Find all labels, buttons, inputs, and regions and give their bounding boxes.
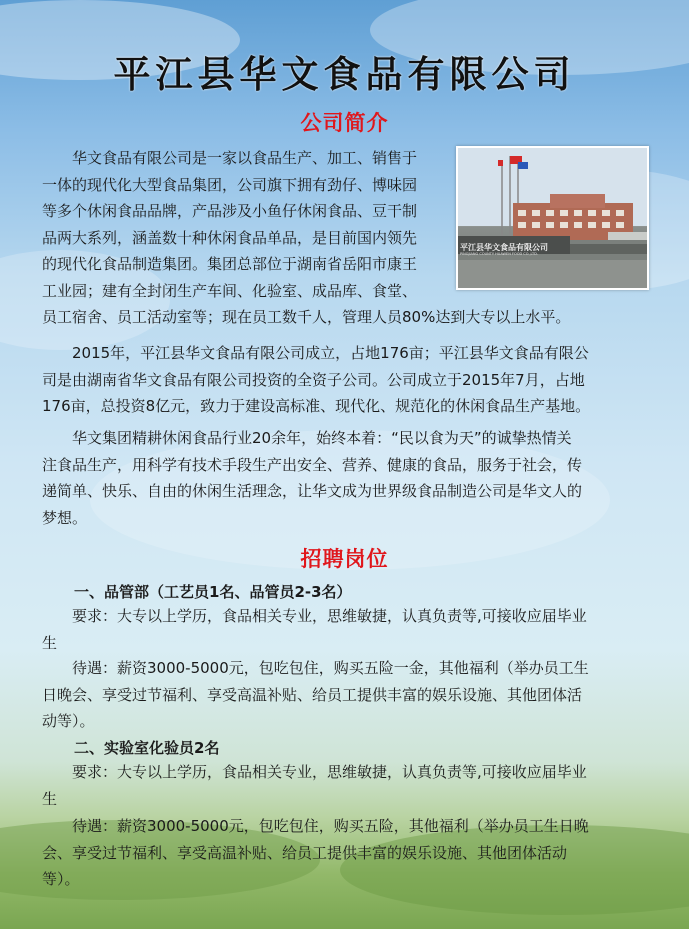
text-line: 日晚会、享受过节福利、享受高温补贴、给员工提供丰富的娱乐设施、其他团体活 — [42, 685, 583, 704]
photo-gate-sign-sub: PINGJIANG COUNTY HUAWEN FOOD CO.,LTD. — [460, 252, 538, 256]
text-line: 会、享受过节福利、享受高温补贴、给员工提供丰富的娱乐设施、其他团体活动 — [42, 843, 568, 862]
text-line: 品两大系列，涵盖数十种休闲食品单品，是目前国内领先 — [42, 228, 418, 247]
text-line: 生 — [42, 789, 58, 808]
photo-gate-sign: 平江县华文食品有限公司 — [460, 242, 548, 252]
intro-paragraph-2 — [42, 340, 590, 420]
text-line: 等多个休闲食品品牌，产品涉及小鱼仔休闲食品、豆干制 — [42, 202, 418, 220]
job-lab-requirement — [42, 759, 587, 812]
text-line: 递简单、快乐、自由的休闲生活理念，让华文成为世界级食品制造公司是华文人的 — [42, 482, 583, 500]
text-line: 华文集团精耕休闲食品行业20余年，始终本着：“民以食为天”的诚挚热情关 — [72, 429, 572, 447]
intro-paragraph-3 — [42, 425, 582, 531]
text-line: 司是由湖南省华文食品有限公司投资的全资子公司。公司成立于2015年7月，占地 — [42, 370, 585, 389]
text-line: 一体的现代化大型食品集团，公司旗下拥有劲仔、博味园 — [42, 175, 418, 194]
text-line: 等）。 — [42, 870, 80, 888]
text-line: 华文食品有限公司是一家以食品生产、加工、销售于 — [72, 149, 418, 167]
text-line: 注食品生产，用科学有技术手段生产出安全、营养、健康的食品，服务于社会，传 — [42, 455, 583, 474]
text-line: 的现代化食品制造集团。集团总部位于湖南省岳阳市康王 — [42, 255, 418, 273]
text-line: 待遇：薪资3000-5000元，包吃包住，购买五险一金，其他福利（举办员工生 — [72, 659, 589, 677]
job-title-lab: 二、实验室化验员2名 — [74, 739, 220, 757]
job-quality-benefits — [42, 655, 589, 735]
recruit-heading: 招聘岗位 — [300, 547, 389, 571]
text-line: 176亩，总投资8亿元，致力于建设高标准、现代化、规范化的休闲食品生产基地。 — [42, 397, 591, 415]
text-line: 员工宿舍、员工活动室等；现在员工数千人，管理人员80%达到大专以上水平。 — [42, 308, 571, 326]
text-line: 要求：大专以上学历，食品相关专业，思维敏捷，认真负责等,可接收应届毕业 — [72, 763, 587, 781]
intro-paragraph-1 — [42, 145, 570, 331]
text-line: 生 — [42, 633, 58, 652]
intro-heading: 公司简介 — [300, 111, 389, 135]
company-title: 平江县华文食品有限公司 — [113, 52, 576, 96]
text-line: 2015年，平江县华文食品有限公司成立，占地176亩；平江县华文食品有限公 — [72, 344, 589, 362]
job-title-quality: 一、品管部（工艺员1名、品管员2-3名） — [74, 583, 352, 601]
text-line: 待遇：薪资3000-5000元，包吃包住，购买五险，其他福利（举办员工生日晚 — [72, 817, 589, 835]
text-line: 要求：大专以上学历，食品相关专业，思维敏捷，认真负责等,可接收应届毕业 — [72, 607, 587, 625]
text-line: 梦想。 — [42, 508, 88, 527]
job-lab-benefits — [42, 813, 589, 893]
job-quality-requirement — [42, 603, 587, 656]
text-line: 工业园；建有全封闭生产车间、化验室、成品库、食堂、 — [42, 281, 418, 300]
text-line: 动等）。 — [42, 712, 95, 730]
